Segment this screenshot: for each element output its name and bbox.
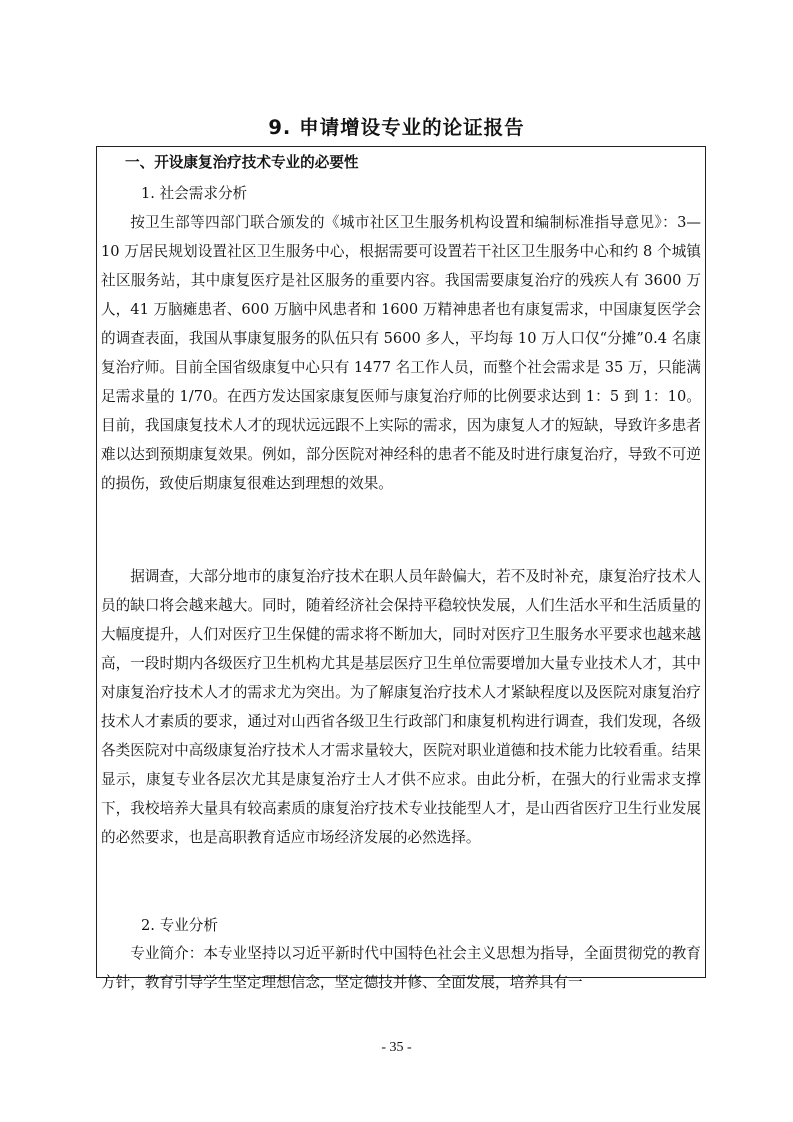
paragraph-social-demand-1: 按卫生部等四部门联合颁发的《城市社区卫生服务机构设置和编制标准指导意见》：3—10 万居民规划设置社区卫生服务中心，根据需要可设置若干社区卫生服务中心和约 8 个城镇社区服务站，其中康复医疗是社区服务的重要内容。我国需要康复治疗的残疾人有 3600 万人，41 万脑瘫患者、600 万脑中风患者和 1600 万精神患者也有康复需求，中国康复医学会的调查表面，我国从事康复服务的队伍只有 5600 多人，平均每 10 万人口仅“分摊”0.4 名康复治疗师。目前全国省级康复中心只有 1477 名工作人员，而整个社会需求是 35 万，只能满足需求量的 1/70。在西方发达国家康复医师与康复治疗师的比例要求达到 1：5 到 1：10。目前，我国康复技术人才的现状远远跟不上实际的需求，因为康复人才的短缺，导致许多患者难以达到预期康复效果。例如，部分医院对神经科的患者不能及时进行康复治疗，导致不可逆的损伤，致使后期康复很难达到理想的效果。 [101,214,701,492]
page-title: 9. 申请增设专业的论证报告 [268,116,525,139]
paragraph-social-demand-2: 据调查，大部分地市的康复治疗技术在职人员年龄偏大，若不及时补充，康复治疗技术人员的缺口将会越来越大。同时，随着经济社会保持平稳较快发展，人们生活水平和生活质量的大幅度提升，人们对医疗卫生保健的需求将不断加大，同时对医疗卫生服务水平要求也越来越高，一段时期内各级医疗卫生机构尤其是基层医疗卫生单位需要增加大量专业技术人才，其中对康复治疗技术人才的需求尤为突出。为了解康复治疗技术人才紧缺程度以及医院对康复治疗技术人才素质的要求，通过对山西省各级卫生行政部门和康复机构进行调查，我们发现，各级各类医院对中高级康复治疗技术人才需求量较大，医院对职业道德和技术能力比较看重。结果显示，康复专业各层次尤其是康复治疗士人才供不应求。由此分析，在强大的行业需求支撑下，我校培养大量具有较高素质的康复治疗技术专业技能型人才，是山西省医疗卫生行业发展的必然要求，也是高职教育适应市场经济发展的必然选择。 [101,568,701,846]
page-number: - 35 - [381,1040,412,1055]
paragraph-major-intro: 专业简介：本专业坚持以习近平新时代中国特色社会主义思想为指导，全面贯彻党的教育方针，教育引导学生坚定理想信念，坚定德技并修、全面发展，培养具有一 [101,945,701,991]
report-table-frame [96,146,706,991]
section-heading: 一、开设康复治疗技术专业的必要性 [125,154,359,171]
subsection-heading-social-demand: 1. 社会需求分析 [141,185,248,202]
subsection-heading-major-analysis: 2. 专业分析 [141,917,218,934]
